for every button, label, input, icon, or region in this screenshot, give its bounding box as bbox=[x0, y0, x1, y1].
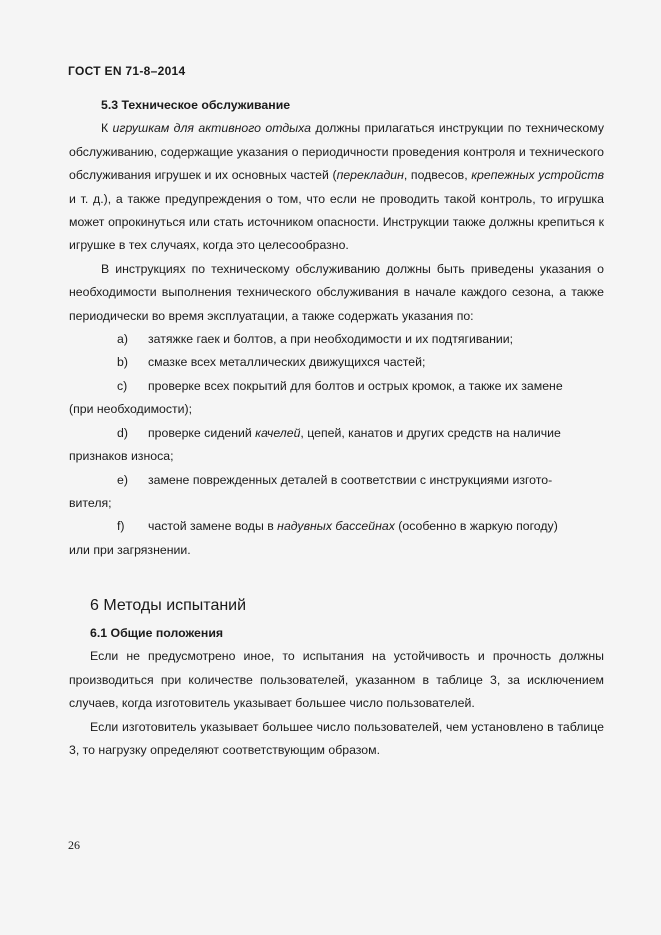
paragraph-test-users: Если не предусмотрено иное, то испытания на устойчивость и прочность должны производиться при количестве пользователей, указанном в таблице 3, за исключением случаев, когда изготовитель указывает большее число пользователей. bbox=[69, 649, 604, 711]
list-item-italic-pools: надувных бассейнах bbox=[277, 519, 395, 534]
paragraph-maintenance-instructions bbox=[69, 117, 604, 257]
maintenance-list bbox=[69, 328, 604, 562]
section-5-3 bbox=[69, 94, 604, 562]
list-item-text: затяжке гаек и болтов, а при необходимости и их подтягивании; bbox=[148, 332, 514, 347]
p1-text-c: , подвесов, bbox=[403, 168, 472, 183]
list-item-letter: e) bbox=[117, 472, 128, 487]
list-item bbox=[69, 328, 604, 351]
page-number: 26 bbox=[68, 838, 80, 852]
list-item-continuation: (при необходимости); bbox=[69, 402, 193, 417]
list-item-continuation: вителя; bbox=[69, 495, 112, 510]
list-item-text: проверке всех покрытий для болтов и острых кромок, а также их замене bbox=[148, 378, 563, 393]
doc-code-header: ГОСТ EN 71-8–2014 bbox=[68, 64, 186, 78]
list-item-text-a: частой замене воды в bbox=[148, 519, 278, 534]
list-item-continuation: признаков износа; bbox=[69, 449, 174, 464]
paragraph-load-determination: Если изготовитель указывает большее число пользователей, чем установлено в таблице 3, то нагрузку определяют соответствующим образом. bbox=[69, 719, 604, 758]
p1-italic-crossbars: перекладин bbox=[336, 168, 404, 183]
p1-text-b: должны прилагаться инструкции по техническому обслуживанию, содержащие указания о периодичности проведения контроля и технического обслуживания игрушек и их основных частей ( bbox=[69, 121, 604, 183]
list-item bbox=[69, 469, 604, 492]
list-item-text: смазке всех металлических движущихся частей; bbox=[148, 355, 426, 370]
list-item-italic-swings: качелей bbox=[255, 425, 301, 440]
list-item-letter: d) bbox=[117, 425, 128, 440]
section-6-1 bbox=[69, 622, 604, 762]
p1-italic-fasteners: крепежных устройств bbox=[471, 168, 604, 183]
list-item-text-a: проверке сидений bbox=[148, 425, 256, 440]
p1-text-a: К bbox=[101, 121, 113, 136]
list-item bbox=[69, 515, 604, 538]
list-item-letter: b) bbox=[117, 355, 128, 370]
section-5-3-title: 5.3 Техническое обслуживание bbox=[101, 98, 291, 112]
list-item-text-b: (особенно в жаркую погоду) bbox=[394, 519, 558, 534]
section-6-title: 6 Методы испытаний bbox=[90, 597, 247, 614]
list-item bbox=[69, 351, 604, 374]
list-item-letter: а) bbox=[117, 332, 128, 347]
list-item-text: замене поврежденных деталей в соответствии с инструкциями изгото- bbox=[148, 472, 553, 487]
p1-text-d: и т. д.), а также предупреждения о том, что если не проводить такой контроль, то игрушка может опрокинуться или стать источником опасности. Инструкции также должны крепиться к игрушке в тех случаях, когда это целесообразно. bbox=[69, 191, 604, 253]
p1-italic-outdoor-toys: игрушкам для активного отдыха bbox=[112, 121, 312, 136]
list-item bbox=[69, 422, 604, 445]
list-item-continuation: или при загрязнении. bbox=[69, 542, 191, 557]
list-item bbox=[69, 375, 604, 398]
list-item-letter: f) bbox=[117, 519, 125, 534]
section-6-1-title: 6.1 Общие положения bbox=[90, 626, 224, 640]
paragraph-instructions-list-intro: В инструкциях по техническому обслуживанию должны быть приведены указания о необходимости выполнения технического обслуживания в начале каждого сезона, а также периодически во время эксплуатации, а также содержать указания по: bbox=[69, 261, 604, 323]
list-item-letter: c) bbox=[117, 378, 128, 393]
list-item-text-b: , цепей, канатов и других средств на наличие bbox=[300, 425, 561, 440]
